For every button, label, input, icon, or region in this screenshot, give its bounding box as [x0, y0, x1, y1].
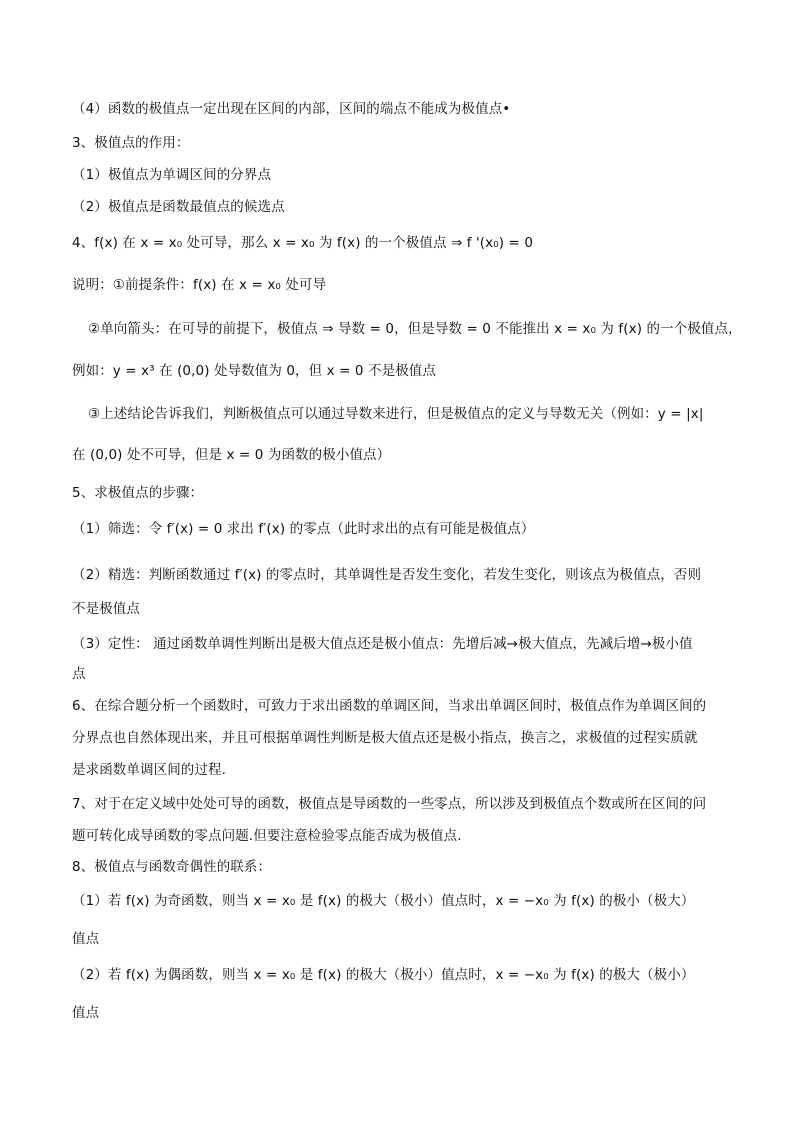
text-line-2: 3、极值点的作用： [72, 135, 190, 151]
text-line-19: 是求函数单调区间的过程. [72, 762, 226, 778]
text-line-13: （2）精选：判断函数通过 f′(x) 的零点时，其单调性是否发生变化，若发生变化，则该点为极值点，否则 [72, 567, 702, 583]
text-line-5: 4、f(x) 在 x = x₀ 处可导，那么 x = x₀ 为 f(x) 的一个极值点 ⇒ f '(x₀) = 0 [72, 235, 534, 251]
text-line-3: （1）极值点为单调区间的分界点 [72, 167, 272, 183]
text-line-21: 题可转化成导函数的零点问题.但要注意检验零点能否成为极值点. [72, 828, 462, 844]
text-line-10: 在 (0,0) 处不可导，但是 x = 0 为函数的极小值点） [72, 447, 391, 463]
text-line-15: （3）定性： 通过函数单调性判断出是极大值点还是极小值点：先增后减→极大值点，先减后增→极小值 [72, 636, 693, 652]
text-line-4: （2）极值点是函数最值点的候选点 [72, 199, 285, 215]
text-line-16: 点 [72, 666, 86, 682]
text-line-14: 不是极值点 [72, 601, 140, 617]
text-line-26: 值点 [72, 1005, 100, 1021]
text-line-8: 例如：y = x³ 在 (0,0) 处导数值为 0，但 x = 0 不是极值点 [72, 363, 436, 379]
text-line-11: 5、求极值点的步骤： [72, 485, 204, 501]
text-line-9: ③上述结论告诉我们，判断极值点可以通过导数来进行，但是极值点的定义与导数无关（例如：y = |x| [88, 406, 704, 422]
text-line-20: 7、对于在定义域中处处可导的函数，极值点是导函数的一些零点，所以涉及到极值点个数或所在区间的问 [72, 796, 707, 812]
text-line-23: （1）若 f(x) 为奇函数，则当 x = x₀ 是 f(x) 的极大（极小）值点时，x = −x₀ 为 f(x) 的极小（极大） [72, 893, 695, 909]
text-line-25: （2）若 f(x) 为偶函数，则当 x = x₀ 是 f(x) 的极大（极小）值点时，x = −x₀ 为 f(x) 的极大（极小） [72, 967, 695, 983]
text-line-22: 8、极值点与函数奇偶性的联系： [72, 859, 272, 875]
text-line-6: 说明：①前提条件：f(x) 在 x = x₀ 处可导 [72, 277, 327, 293]
text-line-17: 6、在综合题分析一个函数时，可致力于求出函数的单调区间，当求出单调区间时，极值点作为单调区间的 [72, 698, 707, 714]
text-line-18: 分界点也自然体现出来，并且可根据单调性判断是极大值点还是极小指点，换言之，求极值的过程实质就 [72, 730, 698, 746]
text-line-24: 值点 [72, 931, 100, 947]
text-line-12: （1）筛选：令 f′(x) = 0 求出 f′(x) 的零点（此时求出的点有可能是极值点） [72, 521, 535, 537]
text-line-7: ②单向箭头：在可导的前提下，极值点 ⇒ 导数 = 0，但是导数 = 0 不能推出 x = x₀ 为 f(x) 的一个极值点， [88, 321, 742, 337]
text-line-1: （4）函数的极值点一定出现在区间的内部，区间的端点不能成为极值点• [72, 101, 511, 117]
